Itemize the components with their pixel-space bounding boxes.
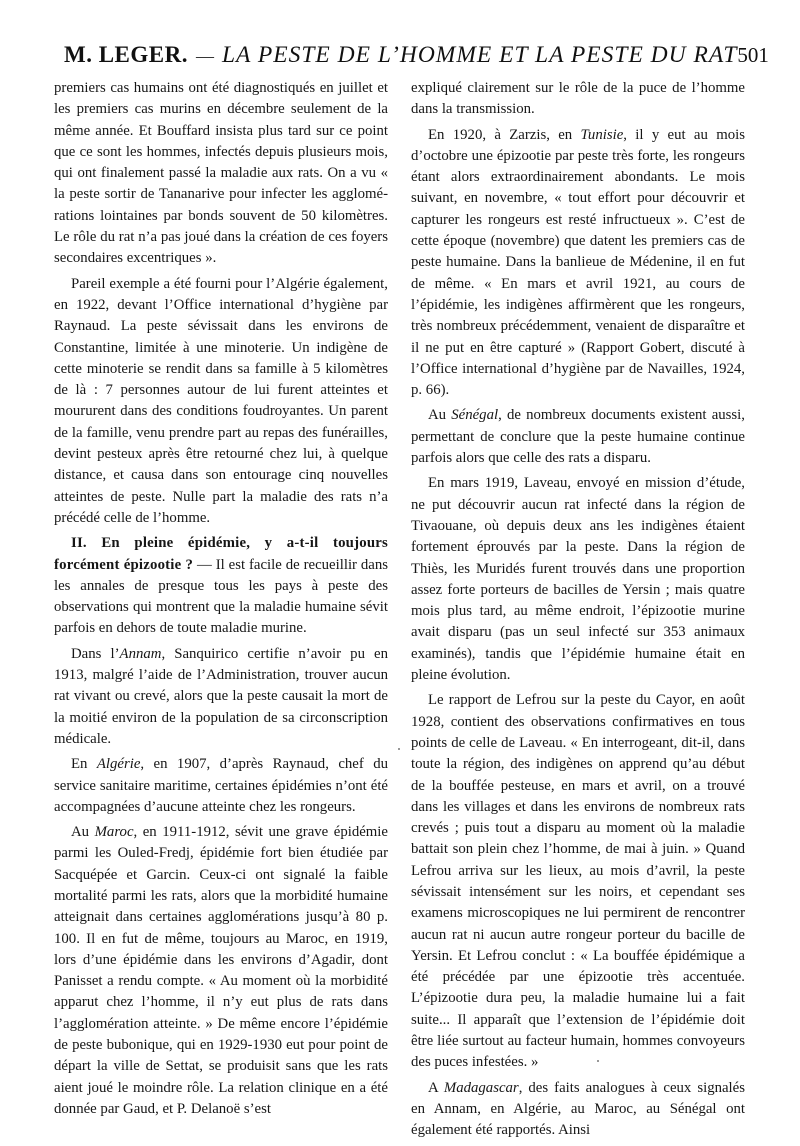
text-run: , en 1911-1912, sévit une grave épidémie parmi les Ouled-Fredj, épidémie fort bien étudiée par Sacquépée et Garcin. Ceux-ci ont signalé la faible mortalité parmi les rats, alors que la morbidité humaine atteignait dans certaines agglomérations jusqu’à 80 p. 100. Il en fut de même, toujours au Maroc, en 1919, lors d’une épidémie dans les environs d’Agadir, dont Panisset a rendu compte. « Au moment où la morbidité apparut chez l’homme, il n’y eut plus de rats dans l’agglomération atteinte. » De même encore l’épidémie de peste bubonique, qui en 1929-1930 eut pour point de départ la ville de Settat, se produisit sans que les rats aient joué le moindre rôle. La relation clinique en a été donnée par Gaud, et P. Delanoë s’est [54, 824, 388, 1117]
running-header [64, 42, 769, 72]
text-run: En 1920, à Zarzis, en [428, 126, 581, 143]
place-name: Algérie [96, 756, 141, 773]
text-run: , en 1907, d’après Raynaud, chef du service sanitaire maritime, certaines épidémies n’ont été accompagnées d’aucune atteinte chez les rongeurs. [54, 756, 388, 815]
place-name: Maroc [94, 824, 134, 841]
section-heading: II. En pleine épidémie, y a-t-il toujours forcément épizootie ? [54, 535, 388, 573]
scan-speck [597, 1060, 599, 1062]
section-paragraph [54, 533, 388, 639]
paragraph: Le rapport de Lefrou sur la peste du Cayor, en août 1928, contient des observations confirmatives en tous points de celle de Laveau. « En interrogeant, dit-il, dans toute la région, des indigènes on apprend qu’au début de la bouffée pesteuse, en mars et avril, on a trouvé dans les villages et dans les environs de nombreux rats crevés ; puis tout a disparu au moment où la maladie battait son plein chez l’homme, de mai à juin. » Quand Lefrou arriva sur les lieux, au mois d’avril, la peste sévissait intensément sur les noirs, et cependant ses examens microscopiques ne lui permirent de rencontrer aucun rat ni aucun autre rongeur porteur du bacille de Yersin. Et Lefrou conclut : « La bouffée épidémique a été précédée par une épizootie très accentuée. L’épizootie dura peu, la maladie humaine lui a fait suite... Il apparaît que l’extension de l’épidémie doit être liée surtout au facteur humain, hommes convoyeurs des puces infestées. » [411, 692, 745, 1071]
section-text: — Il est facile de recueillir dans les annales de presque tous les pays à peste des observations qui montrent que la maladie humaine sévit parfois en dehors de toute maladie murine. [54, 556, 388, 637]
paragraph: Pareil exemple a été fourni pour l’Algérie également, en 1922, devant l’Office international d’hygiène par Raynaud. La peste sévissait dans les environs de Constantine, limitée à une minoterie. Un indigène de cette minoterie se rendit dans sa famille à 5 kilomètres de là : 7 personnes autour de lui furent atteintes et moururent dans des conditions foudroyantes. Un parent de la famille, venu prendre part au repas des funérailles, devint pesteux après être retourné chez lui, à quelque distance, et causa dans son entourage cinq nouvelles atteintes de peste. Nulle part la maladie des rats n’a précédé celle de l’homme. [54, 275, 388, 526]
paragraph [411, 405, 745, 469]
paragraph [54, 644, 388, 750]
text-run: A [428, 1079, 444, 1096]
left-column [54, 78, 388, 1120]
header-dash: — [195, 46, 214, 66]
paragraph: En mars 1919, Laveau, envoyé en mission d’étude, ne put découvrir aucun rat infecté dans la région de Tivaouane, où depuis deux ans les indigènes étaient fortement éprouvés par la peste. Dans la région de Thiès, les Muridés furent trouvés dans une proportion assez forte porteurs de bacilles de Yersin ; mais quatre mois plus tard, au même endroit, l’épizootie murine avait disparu (pas un seul infecté sur 353 animaux examinés), tandis que l’épidémie humaine était en pleine évolution. [411, 475, 745, 684]
paragraph [54, 754, 388, 818]
text-run: Au [71, 824, 95, 841]
place-name: Madagascar [443, 1079, 519, 1096]
place-name: Tunisie [580, 126, 624, 143]
running-title: LA PESTE DE L’HOMME ET LA PESTE DU RAT [221, 42, 738, 68]
paragraph: expliqué clairement sur le rôle de la puce de l’homme dans la transmission. [411, 80, 745, 118]
paragraph [54, 822, 388, 1120]
text-run: , il y eut au mois d’octobre une épizootie par peste très forte, les rongeurs étant alors extraordinairement abondants. Le mois suivant, en novembre, « tout effort pour découvrir et capturer les rongeurs est resté infructueux ». C’est de cette époque (novembre) que datent les premiers cas de peste humaine. Dans la banlieue de Médenine, il en fut de même. « En mars et avril 1921, au cours de l’épidémie, les indigènes affirmèrent que les rongeurs, très nombreux précédemment, venaient de disparaître et il ne put en être capturé » (Rapport Gobert, discuté à l’Office international d’hygiène par de Navailles, 1924, p. 66). [411, 126, 745, 399]
author-name: M. LEGER. [64, 42, 188, 67]
right-column [411, 78, 745, 1142]
text-run: En [71, 756, 97, 773]
place-name: Sénégal [451, 407, 499, 424]
paragraph [411, 125, 745, 402]
text-run: , de nombreux documents existent aussi, permettant de conclure que la peste humaine continue parfois alors que celle des rats a disparu. [411, 407, 745, 467]
paragraph: premiers cas humains ont été diagnostiqués en juillet et les premiers cas murins en décembre seulement de la même année. Et Bouffard insista plus tard sur ce point que ce sont les hommes, infectés depuis plusieurs mois, qui ont finalement passé la maladie aux rats. On a vu « la peste sortir de Tananarive pour infecter les agglomérations lointaines par bonds souvent de 50 kilomètres. Le rôle du rat n’a pas joué dans la création de ces foyers secondaires excentriques ». [54, 80, 388, 267]
scan-speck [398, 748, 400, 750]
page-number: 501 [737, 43, 769, 67]
text-run: Dans l’ [71, 645, 120, 662]
text-run: Au [428, 407, 452, 424]
place-name: Annam [119, 645, 162, 662]
paragraph [411, 1078, 745, 1142]
text-run: , des faits analogues à ceux signalés en Annam, en Algérie, au Maroc, au Sénégal ont également été rapportés. Ainsi [411, 1079, 745, 1139]
text-run: , Sanquirico certifie n’avoir pu en 1913, malgré l’aide de l’Administration, trouver aucun rat vivant ou crevé, alors que la peste causait la mort de la moitié environ de la population de sa circonscription médicale. [54, 645, 389, 747]
